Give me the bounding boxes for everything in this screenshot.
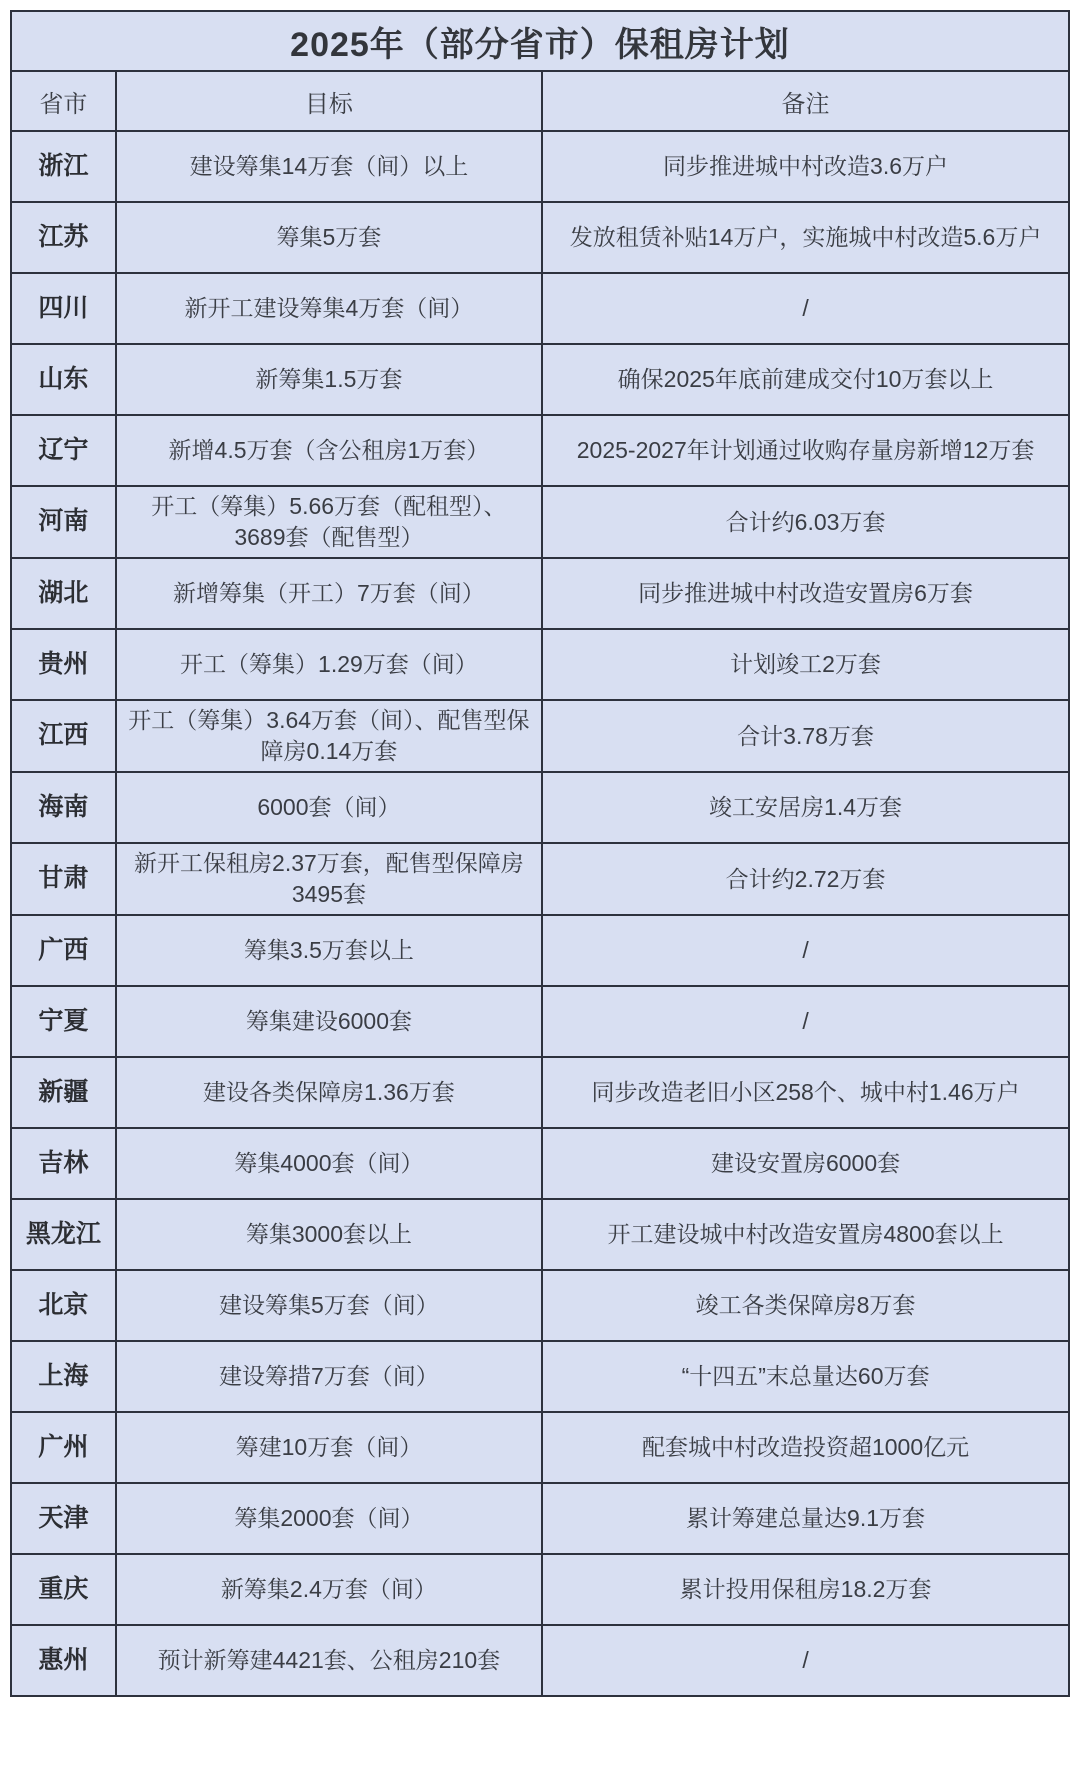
note-cell: 确保2025年底前建成交付10万套以上: [542, 344, 1069, 415]
target-cell: 预计新筹建4421套、公租房210套: [116, 1625, 542, 1696]
target-cell: 筹集2000套（间）: [116, 1483, 542, 1554]
table-row: [11, 131, 1069, 202]
table-row: [11, 415, 1069, 486]
title-row: [11, 11, 1069, 71]
table-row: [11, 1483, 1069, 1554]
target-cell: 筹集3000套以上: [116, 1199, 542, 1270]
table-row: [11, 273, 1069, 344]
note-cell: 累计投用保租房18.2万套: [542, 1554, 1069, 1625]
province-cell: 上海: [11, 1341, 116, 1412]
province-cell: 天津: [11, 1483, 116, 1554]
table-row: [11, 772, 1069, 843]
target-cell: 开工（筹集）5.66万套（配租型）、3689套（配售型）: [116, 486, 542, 558]
table-row: [11, 986, 1069, 1057]
target-cell: 筹集5万套: [116, 202, 542, 273]
province-cell: 江苏: [11, 202, 116, 273]
note-cell: 竣工各类保障房8万套: [542, 1270, 1069, 1341]
province-cell: 广州: [11, 1412, 116, 1483]
table-row: [11, 700, 1069, 772]
note-cell: /: [542, 986, 1069, 1057]
table-head: [11, 11, 1069, 131]
province-cell: 广西: [11, 915, 116, 986]
table-row: [11, 1341, 1069, 1412]
note-cell: 开工建设城中村改造安置房4800套以上: [542, 1199, 1069, 1270]
note-cell: 计划竣工2万套: [542, 629, 1069, 700]
province-cell: 江西: [11, 700, 116, 772]
province-cell: 黑龙江: [11, 1199, 116, 1270]
target-cell: 建设筹集5万套（间）: [116, 1270, 542, 1341]
table-row: [11, 629, 1069, 700]
note-cell: 同步推进城中村改造安置房6万套: [542, 558, 1069, 629]
table-row: [11, 1128, 1069, 1199]
province-cell: 重庆: [11, 1554, 116, 1625]
note-cell: 同步推进城中村改造3.6万户: [542, 131, 1069, 202]
table-row: [11, 1199, 1069, 1270]
note-cell: /: [542, 915, 1069, 986]
province-cell: 辽宁: [11, 415, 116, 486]
table-row: [11, 486, 1069, 558]
table-row: [11, 1412, 1069, 1483]
note-cell: 2025-2027年计划通过收购存量房新增12万套: [542, 415, 1069, 486]
province-cell: 山东: [11, 344, 116, 415]
target-cell: 筹集4000套（间）: [116, 1128, 542, 1199]
column-header-note: 备注: [542, 71, 1069, 131]
table-body: [11, 131, 1069, 1696]
target-cell: 开工（筹集）1.29万套（间）: [116, 629, 542, 700]
note-cell: /: [542, 1625, 1069, 1696]
target-cell: 筹集建设6000套: [116, 986, 542, 1057]
note-cell: 建设安置房6000套: [542, 1128, 1069, 1199]
target-cell: 筹建10万套（间）: [116, 1412, 542, 1483]
province-cell: 北京: [11, 1270, 116, 1341]
province-cell: 吉林: [11, 1128, 116, 1199]
province-cell: 新疆: [11, 1057, 116, 1128]
table-row: [11, 558, 1069, 629]
column-header-province: 省市: [11, 71, 116, 131]
housing-plan-infographic: [10, 10, 1070, 1697]
target-cell: 新筹集1.5万套: [116, 344, 542, 415]
province-cell: 河南: [11, 486, 116, 558]
note-cell: 同步改造老旧小区258个、城中村1.46万户: [542, 1057, 1069, 1128]
note-cell: /: [542, 273, 1069, 344]
table-title: 2025年（部分省市）保租房计划: [11, 11, 1069, 71]
note-cell: 发放租赁补贴14万户，实施城中村改造5.6万户: [542, 202, 1069, 273]
target-cell: 新开工保租房2.37万套，配售型保障房3495套: [116, 843, 542, 915]
province-cell: 甘肃: [11, 843, 116, 915]
target-cell: 建设筹措7万套（间）: [116, 1341, 542, 1412]
target-cell: 新筹集2.4万套（间）: [116, 1554, 542, 1625]
table-row: [11, 1057, 1069, 1128]
target-cell: 新开工建设筹集4万套（间）: [116, 273, 542, 344]
note-cell: 合计3.78万套: [542, 700, 1069, 772]
target-cell: 新增筹集（开工）7万套（间）: [116, 558, 542, 629]
province-cell: 惠州: [11, 1625, 116, 1696]
column-header-target: 目标: [116, 71, 542, 131]
note-cell: 竣工安居房1.4万套: [542, 772, 1069, 843]
table-row: [11, 1270, 1069, 1341]
column-header-row: [11, 71, 1069, 131]
table-row: [11, 843, 1069, 915]
table-row: [11, 344, 1069, 415]
note-cell: 配套城中村改造投资超1000亿元: [542, 1412, 1069, 1483]
note-cell: 累计筹建总量达9.1万套: [542, 1483, 1069, 1554]
target-cell: 筹集3.5万套以上: [116, 915, 542, 986]
target-cell: 新增4.5万套（含公租房1万套）: [116, 415, 542, 486]
province-cell: 湖北: [11, 558, 116, 629]
table-row: [11, 1625, 1069, 1696]
target-cell: 6000套（间）: [116, 772, 542, 843]
target-cell: 建设各类保障房1.36万套: [116, 1057, 542, 1128]
province-cell: 四川: [11, 273, 116, 344]
note-cell: 合计约6.03万套: [542, 486, 1069, 558]
note-cell: 合计约2.72万套: [542, 843, 1069, 915]
target-cell: 建设筹集14万套（间）以上: [116, 131, 542, 202]
housing-plan-table: [10, 10, 1070, 1697]
table-row: [11, 915, 1069, 986]
target-cell: 开工（筹集）3.64万套（间）、配售型保障房0.14万套: [116, 700, 542, 772]
province-cell: 贵州: [11, 629, 116, 700]
table-row: [11, 202, 1069, 273]
province-cell: 宁夏: [11, 986, 116, 1057]
province-cell: 浙江: [11, 131, 116, 202]
note-cell: “十四五”末总量达60万套: [542, 1341, 1069, 1412]
table-row: [11, 1554, 1069, 1625]
province-cell: 海南: [11, 772, 116, 843]
